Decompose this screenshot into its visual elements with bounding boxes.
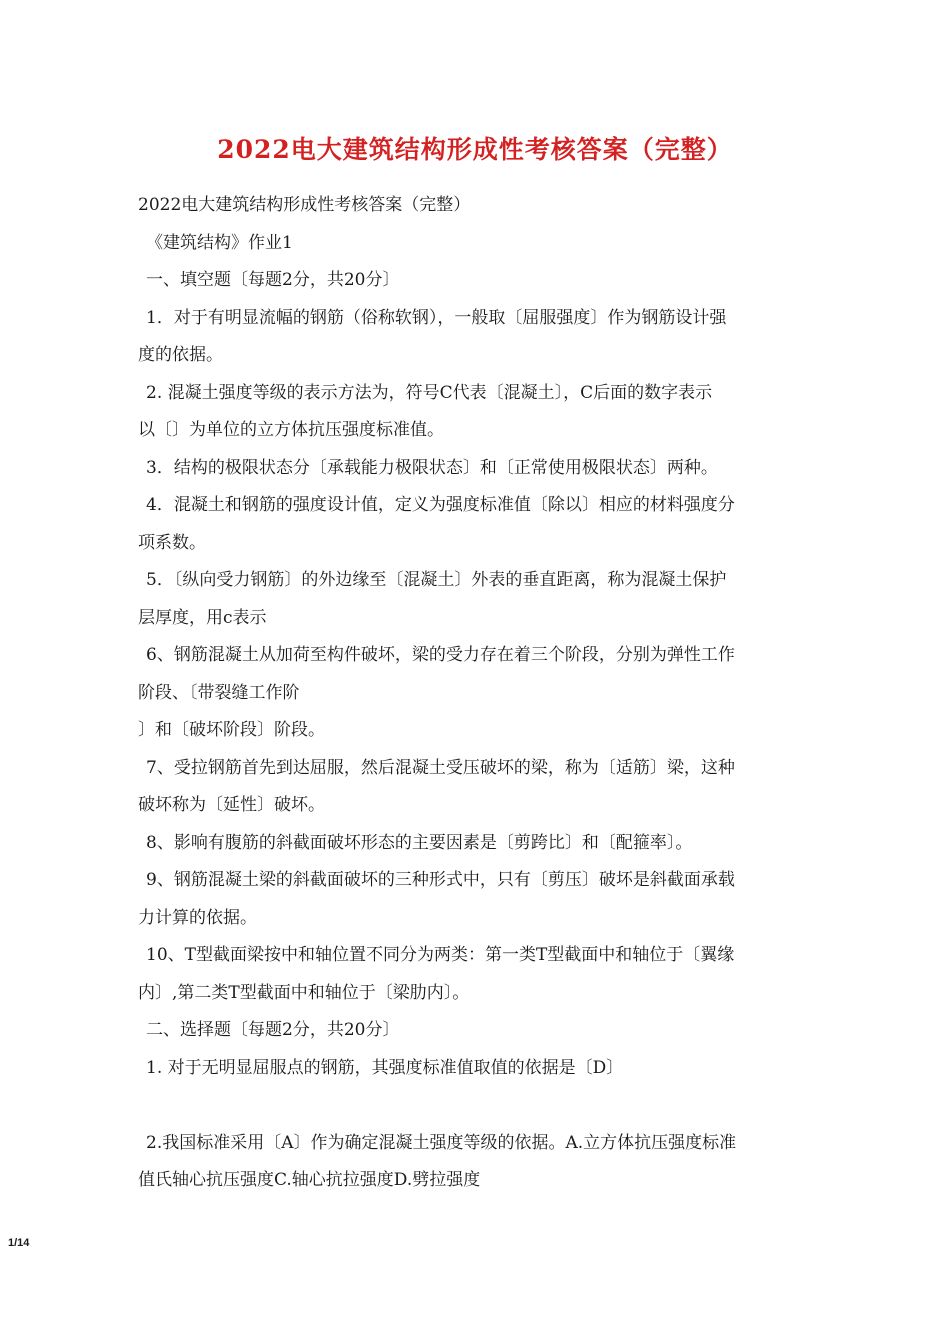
- question-2-line-1: 2. 混凝土强度等级的表示方法为，符号C代表〔混凝土〕，C后面的数字表示: [146, 382, 713, 403]
- choice-2-line-2: 值氏轴心抗压强度C.轴心抗拉强度D.劈拉强度: [138, 1170, 481, 1190]
- question-1-line-2: 度的依据。: [138, 345, 223, 365]
- question-4-line-1: 4．混凝土和钢筋的强度设计值，定义为强度标准值〔除以〕相应的材料强度分: [146, 495, 735, 515]
- question-10-line-2: 内〕,第二类T型截面中和轴位于〔梁肋内〕。: [138, 982, 470, 1003]
- assignment-heading: 《建筑结构》作业1: [146, 232, 293, 253]
- question-6-line-2: 阶段、〔带裂缝工作阶: [138, 682, 300, 703]
- page-indicator: 1/14: [8, 1237, 30, 1249]
- question-6-line-1: 6、钢筋混凝土从加荷至构件破坏，梁的受力存在着三个阶段，分别为弹性工作: [146, 645, 735, 665]
- question-3-line-1: 3．结构的极限状态分〔承载能力极限状态〕和〔正常使用极限状态〕两种。: [146, 457, 718, 478]
- section-heading-fill-in: 一、填空题〔每题2分，共20分〕: [146, 270, 400, 290]
- choice-2-line-1: 2.我国标准采用〔A〕作为确定混凝土强度等级的依据。A.立方体抗压强度标准: [146, 1132, 737, 1153]
- question-6-line-3: 〕和〔破坏阶段〕阶段。: [138, 720, 325, 740]
- question-1-line-1: 1．对于有明显流幅的钢筋（俗称软钢），一般取〔屈服强度〕作为钢筋设计强: [146, 307, 727, 328]
- question-4-line-2: 项系数。: [138, 532, 206, 553]
- document-title: 2022电大建筑结构形成性考核答案（完整）: [217, 135, 733, 164]
- choice-1-line-1: 1. 对于无明显屈服点的钢筋，其强度标准值取值的依据是〔D〕: [146, 1057, 624, 1078]
- question-8-line-1: 8、影响有腹筋的斜截面破坏形态的主要因素是〔剪跨比〕和〔配箍率〕。: [146, 832, 693, 853]
- question-7-line-2: 破坏称为〔延性〕破坏。: [138, 795, 325, 815]
- section-heading-choice: 二、选择题〔每题2分，共20分〕: [146, 1020, 400, 1040]
- question-9-line-2: 力计算的依据。: [138, 907, 257, 928]
- blank-gap: [138, 1087, 818, 1125]
- question-9-line-1: 9、钢筋混凝土梁的斜截面破坏的三种形式中，只有〔剪压〕破坏是斜截面承载: [146, 870, 735, 890]
- question-5-line-2: 层厚度，用c表示: [138, 607, 267, 628]
- document-body: [138, 187, 818, 1200]
- intro-heading: 2022电大建筑结构形成性考核答案（完整）: [138, 195, 471, 215]
- question-10-line-1: 10、T型截面梁按中和轴位置不同分为两类：第一类T型截面中和轴位于〔翼缘: [146, 945, 735, 965]
- question-7-line-1: 7、受拉钢筋首先到达屈服，然后混凝土受压破坏的梁，称为〔适筋〕梁，这种: [146, 757, 735, 778]
- question-5-line-1: 5．〔纵向受力钢筋〕的外边缘至〔混凝土〕外表的垂直距离，称为混凝土保护: [146, 570, 727, 590]
- question-2-line-2: 以〔〕为单位的立方体抗压强度标准值。: [138, 420, 444, 440]
